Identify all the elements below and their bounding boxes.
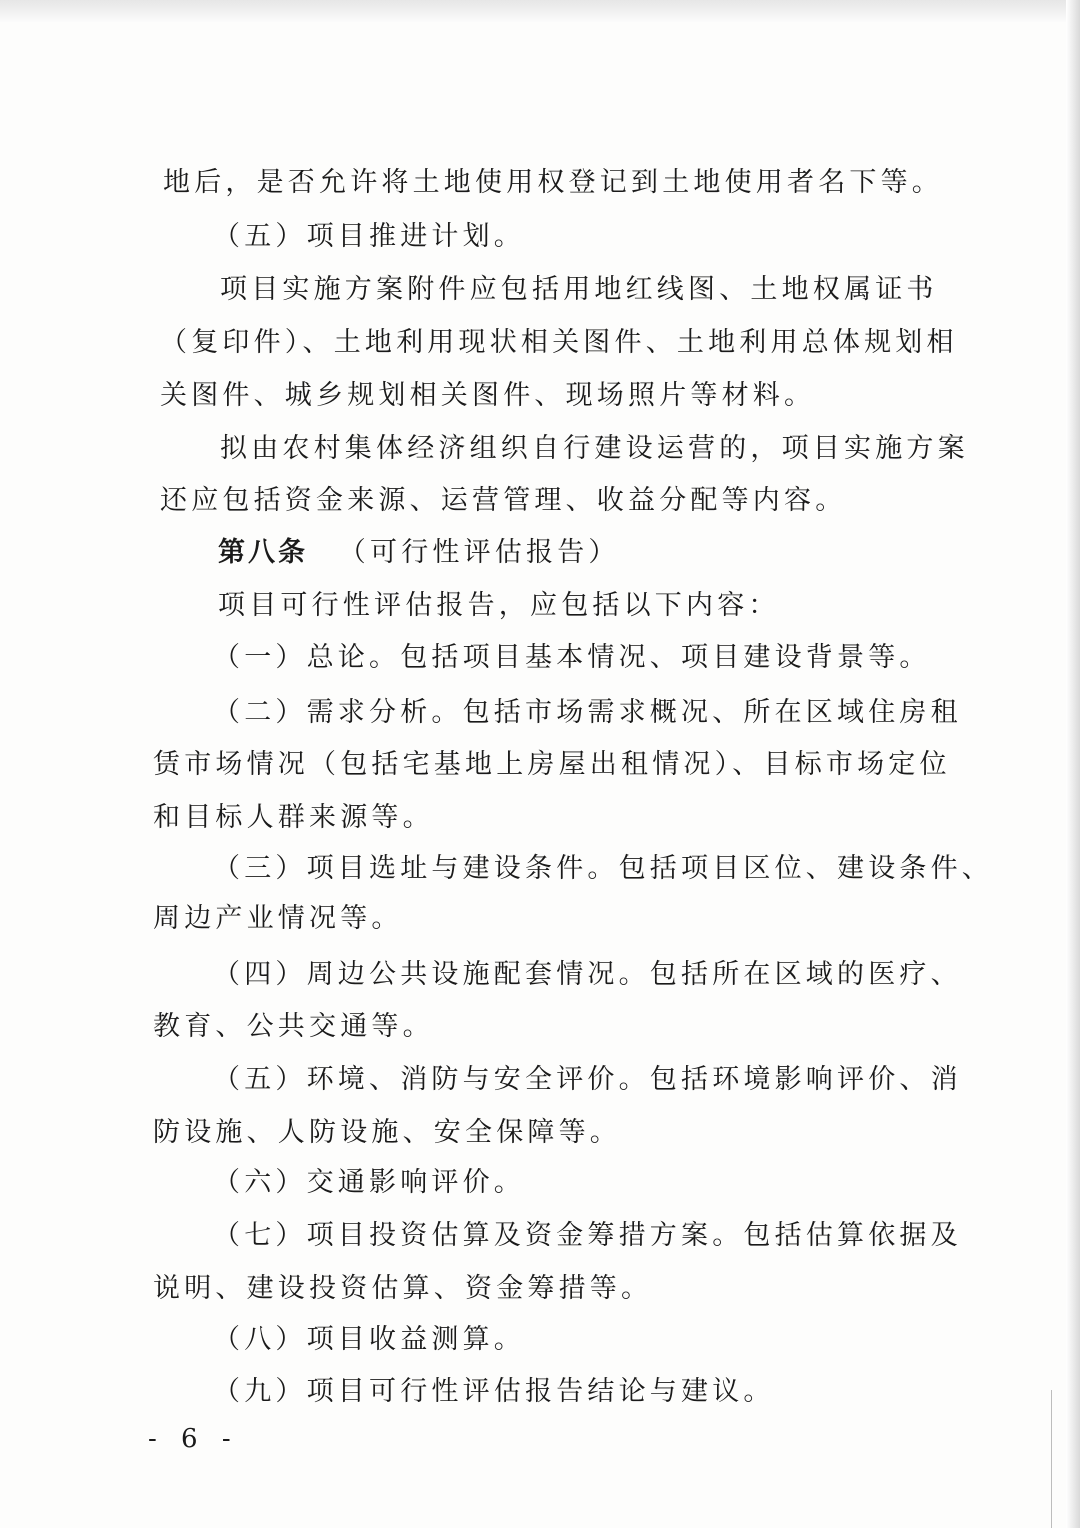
body-line: （八）项目收益测算。 [213, 1324, 525, 1355]
page-number: - 6 - [148, 1424, 239, 1454]
body-line: 教育、公共交通等。 [153, 1011, 434, 1042]
body-line: （五）项目推进计划。 [213, 221, 525, 252]
body-line: 周边产业情况等。 [153, 903, 403, 934]
body-line: 还应包括资金来源、运营管理、收益分配等内容。 [160, 485, 847, 516]
body-line: 防设施、人防设施、安全保障等。 [153, 1117, 621, 1148]
body-line: （六）交通影响评价。 [213, 1167, 525, 1198]
article-heading-label: 第八条 [218, 537, 308, 568]
article-heading-title: （可行性评估报告） [338, 537, 620, 568]
body-line: （一）总论。包括项目基本情况、项目建设背景等。 [213, 642, 931, 673]
body-line: （九）项目可行性评估报告结论与建议。 [213, 1376, 775, 1407]
body-line: 说明、建设投资估算、资金筹措等。 [153, 1273, 653, 1304]
scan-fold-line [1051, 1390, 1052, 1528]
body-line: 和目标人群来源等。 [153, 802, 434, 833]
scan-right-edge [1066, 0, 1080, 1528]
body-line: （四）周边公共设施配套情况。包括所在区域的医疗、 [213, 959, 962, 990]
body-line: 地后，是否允许将土地使用权登记到土地使用者名下等。 [163, 167, 943, 198]
article-heading [218, 536, 620, 570]
body-line: 项目可行性评估报告，应包括以下内容： [218, 590, 780, 621]
body-line: （五）环境、消防与安全评价。包括环境影响评价、消 [213, 1064, 962, 1095]
body-line: （二）需求分析。包括市场需求概况、所在区域住房租 [213, 697, 962, 728]
body-line: 赁市场情况（包括宅基地上房屋出租情况）、目标市场定位 [153, 749, 951, 780]
body-line: （复印件）、土地利用现状相关图件、土地利用总体规划相 [160, 327, 958, 358]
body-line: 关图件、城乡规划相关图件、现场照片等材料。 [160, 380, 816, 411]
body-line: （七）项目投资估算及资金筹措方案。包括估算依据及 [213, 1220, 962, 1251]
body-line: （三）项目选址与建设条件。包括项目区位、建设条件、 [213, 853, 993, 884]
scan-top-edge [0, 0, 1080, 22]
body-line: 拟由农村集体经济组织自行建设运营的，项目实施方案 [220, 433, 969, 464]
body-line: 项目实施方案附件应包括用地红线图、土地权属证书 [220, 274, 938, 305]
